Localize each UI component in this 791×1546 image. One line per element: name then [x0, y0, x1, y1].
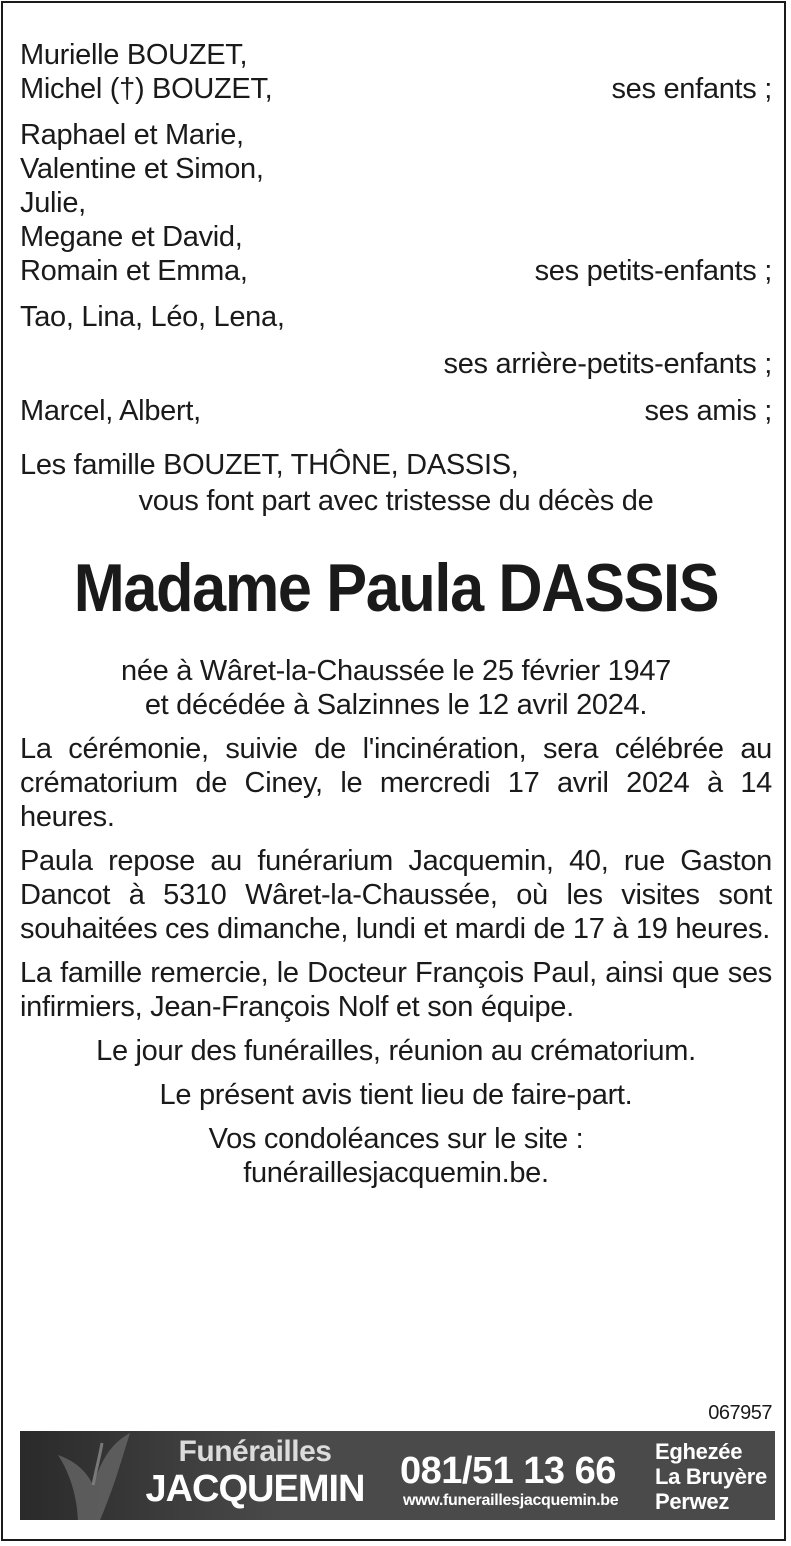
- website-url: www.funeraillesjacquemin.be: [403, 1492, 619, 1509]
- brand-logo: [124, 1437, 386, 1511]
- phone-number: 081/51 13 66: [400, 1450, 616, 1492]
- grandchild-name: Megane et David,: [20, 221, 243, 253]
- ceremony-paragraph: La cérémonie, suivie de l'incinération, sera célébrée au crématorium de Ciney, le mercredi 17 avril 2024 à 14 heures.: [20, 733, 772, 833]
- announcement-line: vous font part avec tristesse du décès de: [138, 485, 654, 517]
- city-name: Eghezée: [655, 1439, 743, 1464]
- child-name: Michel (†) BOUZET,: [20, 73, 273, 105]
- friends-group: [20, 394, 772, 428]
- brand-bottom: JACQUEMIN: [145, 1468, 365, 1510]
- condolences-site: funéraillesjacquemin.be.: [243, 1157, 549, 1189]
- relation-label: ses petits-enfants ;: [534, 255, 772, 287]
- relation-label: ses amis ;: [644, 395, 772, 427]
- city-list: [655, 1439, 767, 1514]
- birth-line: née à Wâret-la-Chaussée le 25 février 1947: [121, 655, 671, 687]
- child-name: Murielle BOUZET,: [20, 39, 248, 71]
- grandchild-name: Romain et Emma,: [20, 255, 248, 287]
- reference-number: 067957: [708, 1402, 772, 1424]
- relation-label: ses enfants ;: [611, 73, 772, 105]
- grandchildren-group: [20, 118, 772, 288]
- deceased-name: Madame Paula DASSIS: [73, 550, 719, 626]
- advertiser-banner: [20, 1431, 775, 1520]
- grandchild-name: Julie,: [20, 187, 86, 219]
- great-grandchild-names: Tao, Lina, Léo, Lena,: [20, 301, 285, 333]
- thanks-paragraph: La famille remercie, le Docteur François Paul, ainsi que ses infirmiers, Jean-François Nolf et son équipe.: [20, 957, 772, 1023]
- grandchild-name: Valentine et Simon,: [20, 153, 264, 185]
- friend-names: Marcel, Albert,: [20, 395, 201, 427]
- families-line: Les famille BOUZET, THÔNE, DASSIS,: [20, 449, 519, 481]
- city-name: Perwez: [655, 1489, 730, 1514]
- children-group: [20, 38, 772, 106]
- city-name: La Bruyère: [655, 1464, 767, 1489]
- brand-top: Funérailles: [178, 1435, 332, 1468]
- notice-line: Le présent avis tient lieu de faire-part.: [159, 1079, 633, 1111]
- relation-label: ses arrière-petits-enfants ;: [443, 348, 772, 380]
- meeting-line: Le jour des funérailles, réunion au crématorium.: [96, 1035, 696, 1067]
- grandchild-name: Raphael et Marie,: [20, 119, 244, 151]
- condolences-label: Vos condoléances sur le site :: [208, 1123, 584, 1155]
- visitation-paragraph: Paula repose au funérarium Jacquemin, 40, rue Gaston Dancot à 5310 Wâret-la-Chaussée, où les visites sont souhaitées ces dimanche, lundi et mardi de 17 à 19 heures.: [20, 845, 772, 945]
- great-grandchildren-group: [20, 300, 772, 381]
- obituary-body: [20, 38, 772, 1190]
- death-line: et décédée à Salzinnes le 12 avril 2024.: [144, 689, 648, 721]
